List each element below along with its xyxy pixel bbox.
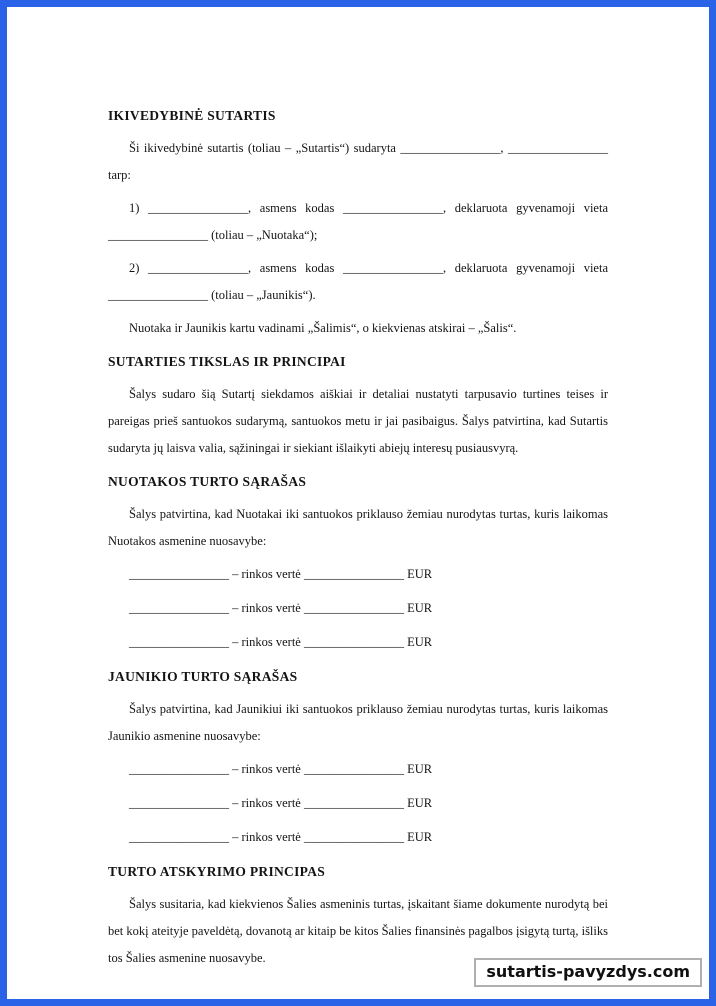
section-heading-groom-assets: JAUNIKIO TURTO SĄRAŠAS	[108, 669, 298, 684]
section-heading-separation-principle: TURTO ATSKYRIMO PRINCIPAS	[108, 864, 326, 879]
bride-asset-line-3: ________________ – rinkos vertė ________________ EUR	[129, 635, 433, 649]
parties-definition-paragraph: Nuotaka ir Jaunikis kartu vadinami „Šalimis“, o kiekvienas atskirai – „Šalis“.	[129, 321, 517, 335]
purpose-paragraph: Šalys sudaro šią Sutartį siekdamos aiškiai ir detaliai nustatyti tarpusavio turtines teises ir pareigas prieš santuokos sudarymą, santuokos metu ir jai pasibaigus. Šalys patvirtina, kad Sutartis sudaryta jų laisva valia, sąžiningai ir siekiant išlaikyti abiejų interesų pusiausvyrą.	[108, 387, 608, 455]
groom-assets-paragraph: Šalys patvirtina, kad Jaunikiui iki santuokos priklauso žemiau nurodytas turtas, kuris laikomas Jaunikio asmenine nuosavybe:	[108, 702, 608, 743]
document-body	[108, 102, 608, 972]
doc-title: IKIVEDYBINĖ SUTARTIS	[108, 108, 276, 123]
separation-principle-paragraph: Šalys susitaria, kad kiekvienos Šalies asmeninis turtas, įskaitant šiame dokumente nurodytą bei bet kokį ateityje paveldėtą, dovanotą ar kitaip be kitos Šalies finansinės pagalbos įsigytą turtą, išliks tos Šalies asmenine nuosavybe.	[108, 897, 608, 965]
party-2-paragraph: 2) ________________, asmens kodas ________________, deklaruota gyvenamoji vieta ________________ (toliau – „Jaunikis“).	[108, 261, 608, 302]
party-1-paragraph: 1) ________________, asmens kodas ________________, deklaruota gyvenamoji vieta ________________ (toliau – „Nuotaka“);	[108, 201, 608, 242]
section-heading-bride-assets: NUOTAKOS TURTO SĄRAŠAS	[108, 474, 307, 489]
groom-asset-line-2: ________________ – rinkos vertė ________________ EUR	[129, 796, 433, 810]
groom-asset-line-3: ________________ – rinkos vertė ________________ EUR	[129, 830, 433, 844]
groom-asset-line-1: ________________ – rinkos vertė ________________ EUR	[129, 762, 433, 776]
document-page	[7, 7, 709, 999]
bride-asset-line-2: ________________ – rinkos vertė ________________ EUR	[129, 601, 433, 615]
intro-paragraph: Ši ikivedybinė sutartis (toliau – „Sutartis“) sudaryta ________________, ________________ tarp:	[108, 141, 608, 182]
bride-asset-line-1: ________________ – rinkos vertė ________________ EUR	[129, 567, 433, 581]
watermark-badge: sutartis-pavyzdys.com	[474, 958, 702, 987]
section-heading-purpose: SUTARTIES TIKSLAS IR PRINCIPAI	[108, 354, 346, 369]
bride-assets-paragraph: Šalys patvirtina, kad Nuotakai iki santuokos priklauso žemiau nurodytas turtas, kuris laikomas Nuotakos asmenine nuosavybe:	[108, 507, 608, 548]
